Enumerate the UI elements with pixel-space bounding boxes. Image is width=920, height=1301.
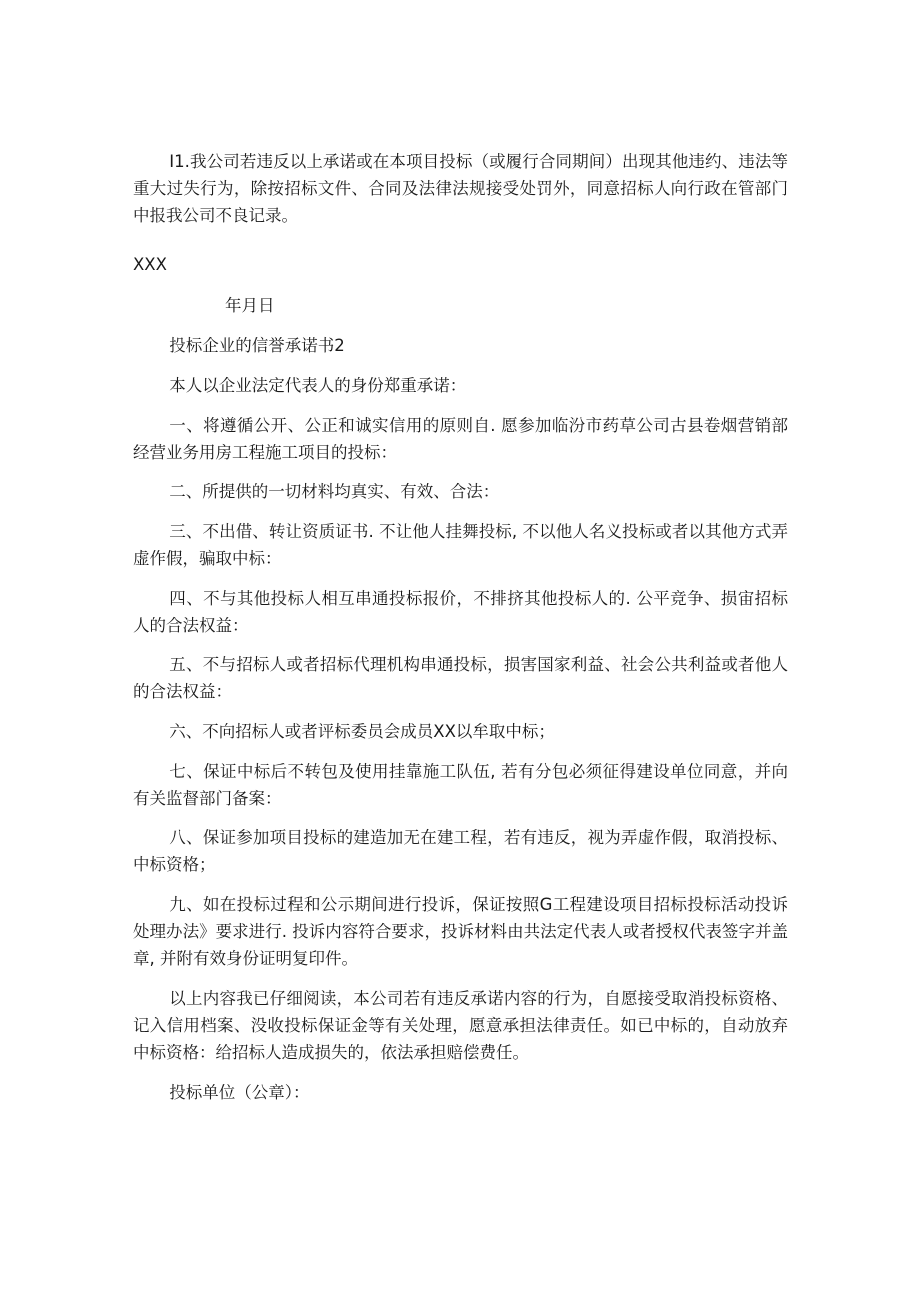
commitment-item-1: 一、将遵循公开、公正和诚实信用的原则自. 愿参加临汾市药草公司古县卷烟营销部经营业务用房工程施工项目的投标： bbox=[133, 416, 788, 462]
date-line: 年月日 bbox=[225, 296, 275, 315]
document-body bbox=[133, 148, 788, 1106]
commitment-item-4: 四、不与其他投标人相互串通投标报价，不排挤其他投标人的. 公平竞争、损宙招标人的合法权益： bbox=[133, 589, 788, 635]
bidder-seal-line: 投标单位（公章）： bbox=[169, 1083, 310, 1102]
commitment-item-9: 九、如在投标过程和公示期间进行投诉，保证按照G工程建设项目招标投标活动投诉处理办法》要求进行. 投诉内容符合要求，投诉材料由共法定代表人或者授权代表签字并盖章, 并附有效身份证明复印件。 bbox=[133, 895, 788, 968]
commitment-item-8: 八、保证参加项目投标的建造加无在建工程，若有违反，视为弄虚作假，取消投标、中标资格； bbox=[133, 828, 788, 874]
commitment-item-7: 七、保证中标后不转包及使用挂靠施工队伍, 若有分包必须征得建设单位同意，并向有关监督部门备案： bbox=[133, 762, 788, 808]
commitment-item-3: 三、不出借、转让资质证书. 不让他人挂舞投标, 不以他人名义投标或者以其他方式弄虚作假，骗取中标： bbox=[133, 522, 788, 568]
commitment-item-2: 二、所提供的一切材料均真实、有效、合法： bbox=[169, 482, 500, 501]
intro-statement: 本人以企业法定代表人的身份郑重承诺： bbox=[169, 376, 467, 395]
paragraph-item-11: I1.我公司若违反以上承诺或在本项目投标（或履行合同期间）出现其他违约、违法等重大过失行为，除按招标文件、合同及法律法规接受处罚外，同意招标人向行政在管部门中报我公司不良记录。 bbox=[133, 152, 788, 225]
commitment-item-6: 六、不向招标人或者评标委员会成员XX以牟取中标； bbox=[169, 722, 555, 741]
signer-name: XXX bbox=[133, 255, 167, 274]
section-title: 投标企业的信誉承诺书2 bbox=[169, 336, 345, 355]
commitment-item-5: 五、不与招标人或者招标代理机构串通投标，损害国家利益、社会公共利益或者他人的合法权益： bbox=[133, 655, 788, 701]
closing-statement: 以上内容我已仔细阅读，本公司若有违反承诺内容的行为，自愿接受取消投标资格、记入信用档案、没收投标保证金等有关处理，愿意承担法律责任。如已中标的，自动放弃中标资格：给招标人造成损失的，依法承担赔偿费任。 bbox=[133, 989, 788, 1062]
